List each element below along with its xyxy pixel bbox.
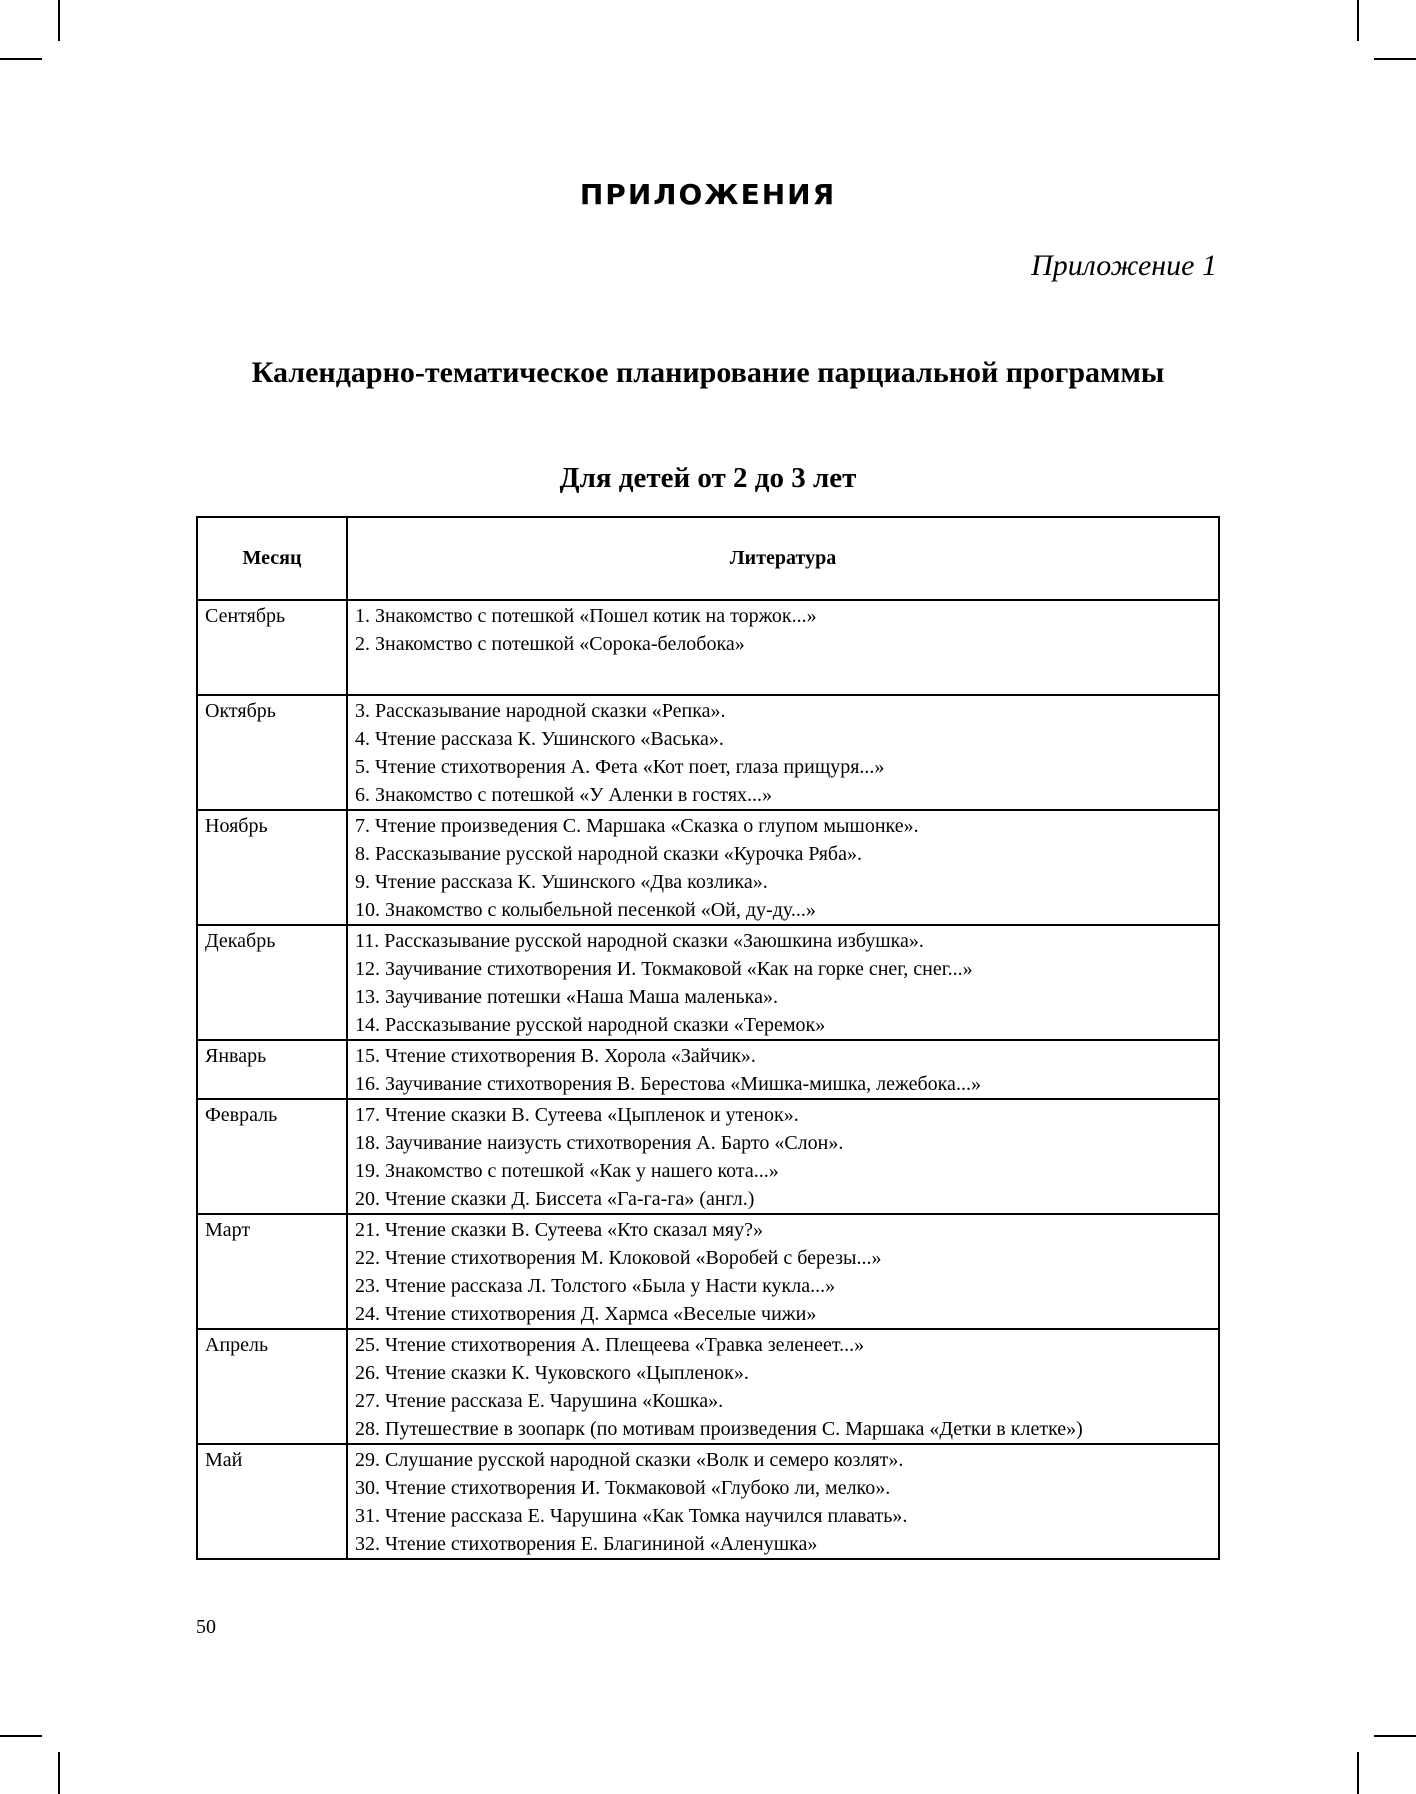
literature-item: 31. Чтение рассказа Е. Чарушина «Как Томка научился плавать». bbox=[355, 1505, 908, 1527]
literature-item: 1. Знакомство с потешкой «Пошел котик на торжок...» bbox=[355, 605, 817, 627]
column-header-month: Месяц bbox=[197, 517, 347, 600]
table-row bbox=[197, 1214, 1219, 1329]
crop-mark-top-right-horizontal bbox=[1374, 58, 1416, 60]
literature-item: 19. Знакомство с потешкой «Как у нашего кота...» bbox=[355, 1160, 779, 1182]
table-row bbox=[197, 1329, 1219, 1444]
literature-cell bbox=[347, 600, 1219, 695]
literature-item: 10. Знакомство с колыбельной песенкой «Ой, ду-ду...» bbox=[355, 899, 816, 921]
literature-item: 11. Рассказывание русской народной сказки «Заюшкина избушка». bbox=[355, 930, 924, 952]
literature-cell bbox=[347, 925, 1219, 1040]
month-cell: Декабрь bbox=[197, 925, 347, 1040]
month-cell: Январь bbox=[197, 1040, 347, 1099]
column-header-literature: Литература bbox=[347, 517, 1219, 600]
month-cell: Май bbox=[197, 1444, 347, 1559]
literature-item: 9. Чтение рассказа К. Ушинского «Два козлика». bbox=[355, 871, 768, 893]
age-group-subtitle: Для детей от 2 до 3 лет bbox=[559, 462, 857, 494]
literature-item: 6. Знакомство с потешкой «У Аленки в гостях...» bbox=[355, 784, 773, 806]
literature-item: 2. Знакомство с потешкой «Сорока-белобока» bbox=[355, 633, 745, 655]
literature-item: 14. Рассказывание русской народной сказки «Теремок» bbox=[355, 1014, 826, 1036]
literature-item: 12. Заучивание стихотворения И. Токмаковой «Как на горке снег, снег...» bbox=[355, 958, 973, 980]
crop-mark-top-left-horizontal bbox=[0, 58, 42, 60]
month-cell: Февраль bbox=[197, 1099, 347, 1214]
literature-item: 29. Слушание русской народной сказки «Волк и семеро козлят». bbox=[355, 1449, 904, 1471]
literature-item: 26. Чтение сказки К. Чуковского «Цыпленок». bbox=[355, 1362, 749, 1384]
table-row bbox=[197, 1099, 1219, 1214]
document-title: Календарно-тематическое планирование парциальной программы bbox=[251, 356, 1165, 389]
literature-item: 3. Рассказывание народной сказки «Репка». bbox=[355, 700, 726, 722]
literature-item: 18. Заучивание наизусть стихотворения А. Барто «Слон». bbox=[355, 1132, 844, 1154]
crop-mark-bottom-right-horizontal bbox=[1374, 1735, 1416, 1737]
literature-item: 8. Рассказывание русской народной сказки «Курочка Ряба». bbox=[355, 843, 862, 865]
literature-item: 15. Чтение стихотворения В. Хорола «Зайчик». bbox=[355, 1045, 756, 1067]
literature-item: 5. Чтение стихотворения А. Фета «Кот поет, глаза прищуря...» bbox=[355, 756, 885, 778]
literature-item: 16. Заучивание стихотворения В. Берестова «Мишка-мишка, лежебока...» bbox=[355, 1073, 981, 1095]
table-row bbox=[197, 925, 1219, 1040]
literature-item: 17. Чтение сказки В. Сутеева «Цыпленок и утенок». bbox=[355, 1104, 799, 1126]
literature-item: 7. Чтение произведения С. Маршака «Сказка о глупом мышонке». bbox=[355, 815, 919, 837]
month-cell: Март bbox=[197, 1214, 347, 1329]
literature-item: 13. Заучивание потешки «Наша Маша маленька». bbox=[355, 986, 778, 1008]
literature-item: 20. Чтение сказки Д. Биссета «Га-га-га» (англ.) bbox=[355, 1188, 755, 1210]
table-row bbox=[197, 600, 1219, 695]
literature-cell bbox=[347, 1040, 1219, 1099]
literature-item: 4. Чтение рассказа К. Ушинского «Васька». bbox=[355, 728, 724, 750]
literature-item: 25. Чтение стихотворения А. Плещеева «Травка зеленеет...» bbox=[355, 1334, 865, 1356]
literature-cell bbox=[347, 1329, 1219, 1444]
table-row bbox=[197, 695, 1219, 810]
literature-item: 23. Чтение рассказа Л. Толстого «Была у Насти кукла...» bbox=[355, 1275, 836, 1297]
page-number: 50 bbox=[196, 1616, 216, 1638]
literature-cell bbox=[347, 1099, 1219, 1214]
literature-cell bbox=[347, 1214, 1219, 1329]
planning-table bbox=[196, 516, 1220, 1560]
table-row bbox=[197, 1444, 1219, 1559]
table-header-row bbox=[197, 517, 1219, 600]
crop-mark-top-right-vertical bbox=[1357, 0, 1359, 41]
month-cell: Апрель bbox=[197, 1329, 347, 1444]
literature-item: 21. Чтение сказки В. Сутеева «Кто сказал мяу?» bbox=[355, 1219, 764, 1241]
literature-cell bbox=[347, 1444, 1219, 1559]
crop-mark-bottom-right-vertical bbox=[1357, 1752, 1359, 1794]
month-cell: Сентябрь bbox=[197, 600, 347, 695]
crop-mark-bottom-left-vertical bbox=[58, 1752, 60, 1794]
table-row bbox=[197, 1040, 1219, 1099]
crop-mark-bottom-left-horizontal bbox=[0, 1735, 42, 1737]
literature-cell bbox=[347, 695, 1219, 810]
section-title: ПРИЛОЖЕНИЯ bbox=[579, 178, 837, 211]
literature-item: 30. Чтение стихотворения И. Токмаковой «Глубоко ли, мелко». bbox=[355, 1477, 891, 1499]
literature-item: 22. Чтение стихотворения М. Клоковой «Воробей с березы...» bbox=[355, 1247, 882, 1269]
appendix-label: Приложение 1 bbox=[1031, 249, 1217, 282]
crop-mark-top-left-vertical bbox=[58, 0, 60, 41]
literature-item: 32. Чтение стихотворения Е. Благининой «Аленушка» bbox=[355, 1533, 818, 1555]
literature-item: 28. Путешествие в зоопарк (по мотивам произведения С. Маршака «Детки в клетке») bbox=[355, 1418, 1083, 1440]
table-row bbox=[197, 810, 1219, 925]
literature-item: 27. Чтение рассказа Е. Чарушина «Кошка». bbox=[355, 1390, 724, 1412]
literature-cell bbox=[347, 810, 1219, 925]
literature-item: 24. Чтение стихотворения Д. Хармса «Веселые чижи» bbox=[355, 1303, 817, 1325]
month-cell: Октябрь bbox=[197, 695, 347, 810]
month-cell: Ноябрь bbox=[197, 810, 347, 925]
